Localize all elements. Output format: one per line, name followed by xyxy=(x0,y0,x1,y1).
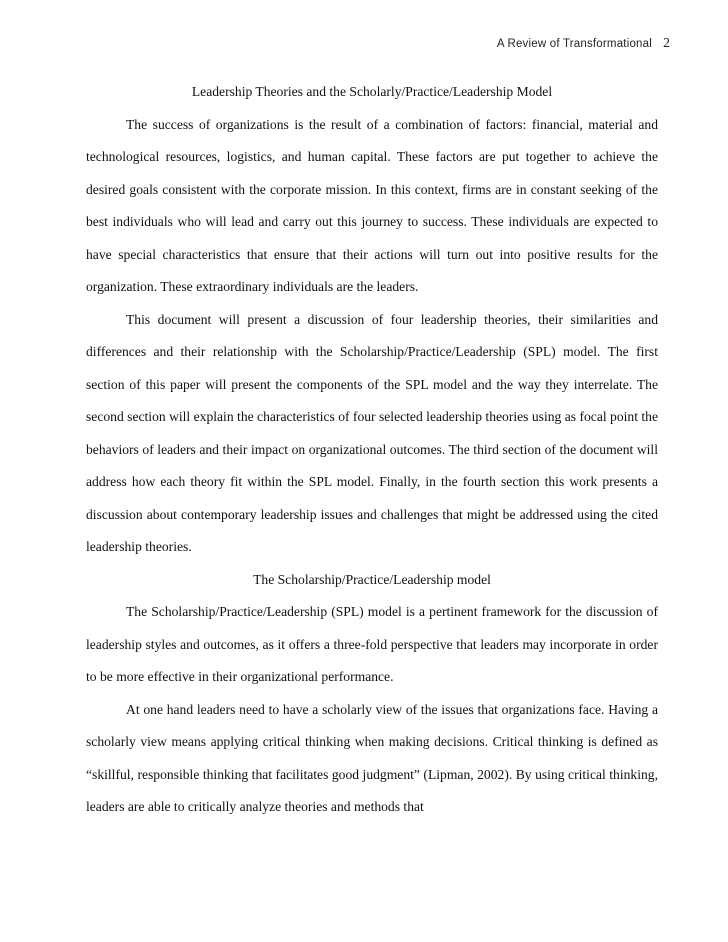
intro-paragraph-2: This document will present a discussion of four leadership theories, their similarities and differences and their relationship with the Scholarship/Practice/Leadership (SPL) model. The first section of this paper will present the components of the SPL model and the way they interrelate. The second section will explain the characteristics of four selected leadership theories using as focal point the behaviors of leaders and their impact on organizational outcomes. The third section of the document will address how each theory fit within the SPL model. Finally, in the fourth section this work presents a discussion about contemporary leadership issues and challenges that might be addressed using the cited leadership theories. xyxy=(86,311,658,554)
section-paragraph-2: At one hand leaders need to have a scholarly view of the issues that organizations face. Having a scholarly view means applying critical thinking when making decisions. Critical thinking is defined as “skillful, responsible thinking that facilitates good judgment” (Lipman, 2002). By using critical thinking, leaders are able to critically analyze theories and methods that xyxy=(86,701,658,814)
body-text xyxy=(86,76,658,824)
intro-paragraph-1: The success of organizations is the result of a combination of factors: financial, material and technological resources, logistics, and human capital. These factors are put together to achieve the desired goals consistent with the corporate mission. In this context, firms are in constant seeking of the best individuals who will lead and carry out this journey to success. These individuals are expected to have special characteristics that ensure that their actions will turn out into positive results for the organization. These extraordinary individuals are the leaders. xyxy=(86,116,658,294)
paper-title: Leadership Theories and the Scholarly/Practice/Leadership Model xyxy=(191,84,553,99)
section-paragraph-1: The Scholarship/Practice/Leadership (SPL) model is a pertinent framework for the discussion of leadership styles and outcomes, as it offers a three-fold perspective that leaders may incorporate in order to be more effective in their organizational performance. xyxy=(86,604,658,684)
section-heading: The Scholarship/Practice/Leadership model xyxy=(253,571,491,587)
running-head: A Review of Transformational xyxy=(496,38,652,50)
page-number: 2 xyxy=(663,36,670,51)
